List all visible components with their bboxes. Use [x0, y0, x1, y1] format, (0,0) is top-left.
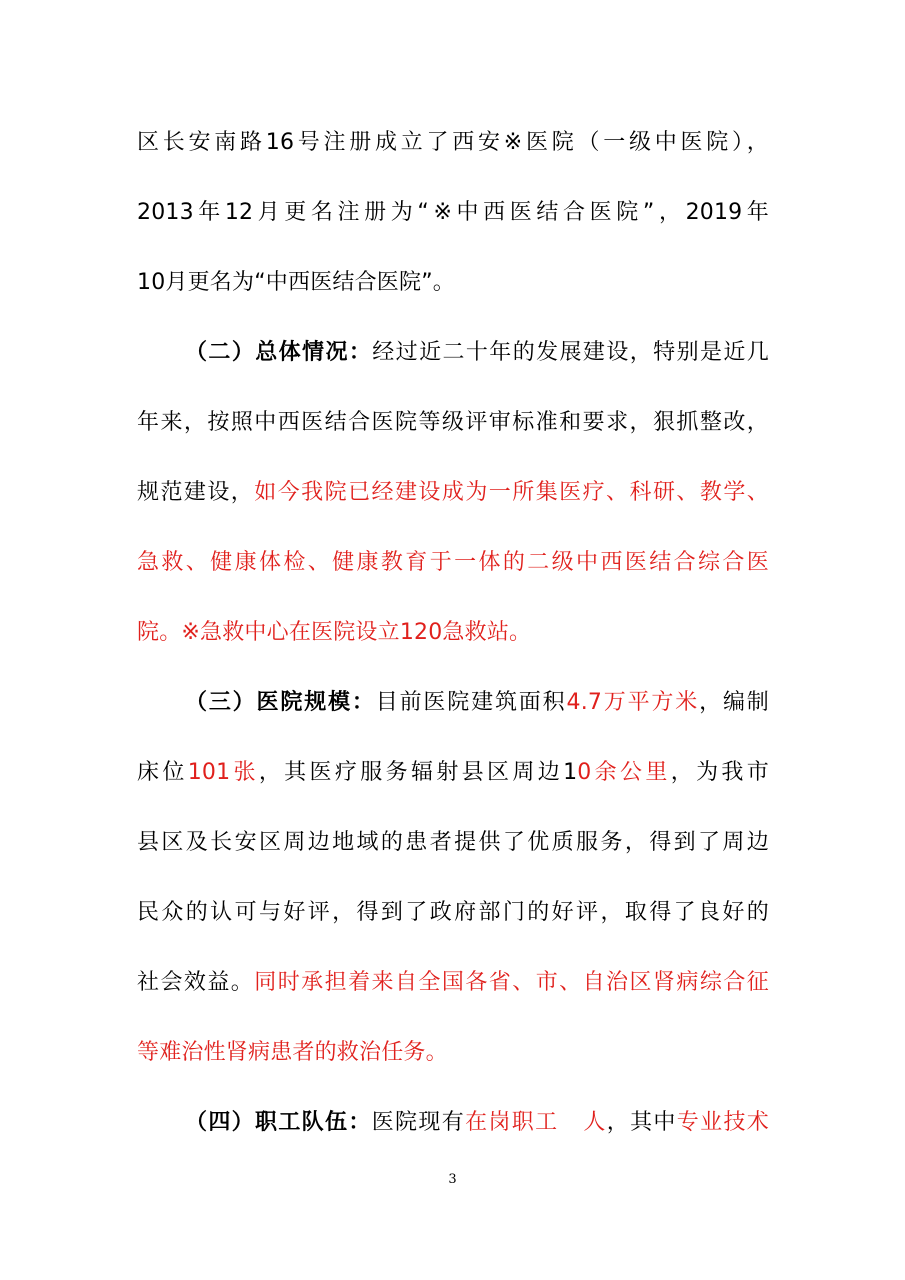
section2-line5-highlight: 院。※急救中心在医院设立120急救站。 [137, 620, 532, 645]
section3-line6-highlight: 等难治性肾病患者的救治任务。 [137, 1040, 448, 1065]
paragraph1-line2: 2013年12月更名注册为“※中西医结合医院”，2019年 [137, 200, 769, 225]
section3-line1-text-a: 目前医院建筑面积 [375, 690, 567, 715]
section4-line1-text-b: ，其中 [606, 1110, 677, 1135]
section3-line3: 县区及长安区周边地域的患者提供了优质服务，得到了周边 [137, 830, 769, 855]
section3-line5-plain: 社会效益。 [137, 970, 255, 995]
section3-heading: （三）医院规模： [185, 690, 376, 715]
section2-line1-text: 经过近二十年的发展建设，特别是近几 [372, 340, 769, 365]
section3-service-radius: 0余公里 [577, 760, 671, 785]
section4-line1 [185, 1108, 769, 1138]
section4-staff-count: 在岗职工 人 [465, 1110, 607, 1135]
section3-line1 [185, 688, 769, 718]
section3-line5-highlight: 同时承担着来自全国各省、市、自治区肾病综合征 [254, 970, 769, 995]
section2-heading: （二）总体情况： [185, 340, 373, 365]
section4-professional-tech: 专业技术 [676, 1110, 769, 1135]
section4-line1-text-a: 医院现有 [371, 1110, 466, 1135]
section2-line2: 年来，按照中西医结合医院等级评审标准和要求，狠抓整改， [137, 410, 769, 435]
paragraph1-line3: 10月更名为“中西医结合医院”。 [137, 270, 455, 295]
section3-line2-text-b: ，其医疗服务辐射县区周边1 [258, 760, 578, 785]
paragraph1-line1: 区长安南路16号注册成立了西安※医院（一级中医院）， [137, 130, 769, 155]
section2-line3-highlight: 如今我院已经建设成为一所集医疗、科研、教学、 [254, 480, 769, 505]
section3-line2-text-a: 床位 [137, 760, 188, 785]
section3-bed-count: 101张 [187, 760, 259, 785]
section3-line1-text-b: ，编制 [699, 690, 769, 715]
section3-line5 [137, 968, 769, 998]
section2-line1 [185, 338, 769, 368]
section2-line4-highlight: 急救、健康体检、健康教育于一体的二级中西医结合综合医 [137, 550, 769, 575]
page-number: 3 [448, 1172, 457, 1187]
section3-line2 [137, 758, 769, 788]
section2-line3 [137, 478, 769, 508]
section3-building-area: 4.7万平方米 [566, 690, 700, 715]
section3-line4: 民众的认可与好评，得到了政府部门的好评，取得了良好的 [137, 900, 769, 925]
section2-line3-plain: 规范建设， [137, 480, 255, 505]
section3-line2-text-c: ，为我市 [670, 760, 769, 785]
section4-heading: （四）职工队伍： [185, 1110, 372, 1135]
